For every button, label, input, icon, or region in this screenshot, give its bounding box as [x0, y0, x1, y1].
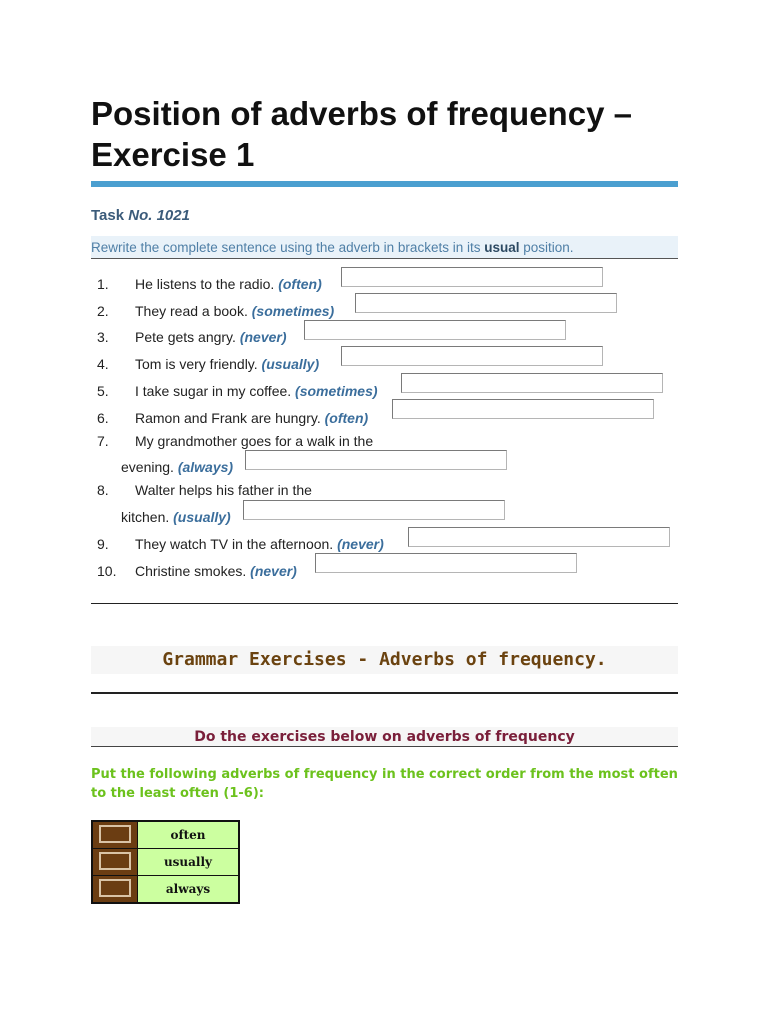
- ordering-instruction: Put the following adverbs of frequency in the correct order from the most often to the least often (1-6):: [91, 767, 678, 801]
- answer-input[interactable]: [355, 293, 617, 313]
- adverb-word: often: [138, 821, 240, 849]
- section-divider: [91, 692, 678, 694]
- adverb-hint: (always): [177, 459, 234, 475]
- ordering-row: [92, 849, 239, 876]
- exercise-sentence: [135, 356, 319, 372]
- task-label: Task: [91, 207, 125, 224]
- adverb-hint: (never): [337, 536, 384, 552]
- sentence-text: Pete gets angry.: [135, 329, 240, 345]
- sentence-text: They read a book.: [135, 303, 252, 319]
- exercise-number: 5.: [97, 383, 109, 399]
- adverb-hint: (usually): [261, 356, 320, 372]
- task-heading: [91, 207, 190, 224]
- exercise-sentence: [135, 276, 322, 292]
- sentence-text: Walter helps his father in the: [135, 482, 312, 498]
- task-number: No. 1021: [128, 207, 190, 224]
- sentence-text: My grandmother goes for a walk in the: [135, 433, 374, 449]
- exercise-sentence: [135, 383, 378, 399]
- answer-input[interactable]: [401, 373, 663, 393]
- task-instruction: [91, 236, 678, 259]
- rank-select-box[interactable]: [99, 825, 131, 843]
- sentence-text: Tom is very friendly.: [135, 356, 262, 372]
- rank-cell: [92, 876, 138, 904]
- ordering-row: [92, 821, 239, 849]
- answer-input[interactable]: [304, 320, 566, 340]
- title-underline-bar: [91, 181, 678, 187]
- grammar-section-subtitle: Do the exercises below on adverbs of frequency: [91, 727, 678, 747]
- answer-input[interactable]: [315, 553, 577, 573]
- sentence-text: evening.: [121, 459, 178, 475]
- section-divider: [91, 603, 678, 604]
- adverb-hint: (usually): [173, 509, 231, 525]
- exercise-sentence: [135, 329, 287, 345]
- instruction-text-start: Rewrite the complete sentence using the adverb in brackets in its: [91, 240, 485, 255]
- exercise-sentence: [135, 482, 312, 498]
- adverb-hint: (often): [278, 276, 322, 292]
- sentence-text: Christine smokes.: [135, 563, 251, 579]
- exercise-number: 6.: [97, 410, 109, 426]
- instruction-emphasis: usual: [484, 240, 520, 255]
- adverb-hint: (often): [324, 410, 369, 426]
- sentence-text: kitchen.: [121, 509, 174, 525]
- exercise-sentence: [135, 433, 373, 449]
- exercise-number: 3.: [97, 329, 109, 345]
- exercise-number: 10.: [97, 563, 117, 579]
- answer-input[interactable]: [408, 527, 670, 547]
- exercise-number: 2.: [97, 303, 109, 319]
- answer-input[interactable]: [392, 399, 654, 419]
- ordering-row: [92, 876, 239, 904]
- exercise-number: 4.: [97, 356, 109, 372]
- instruction-text-end: position.: [519, 240, 574, 255]
- exercise-sentence: [135, 536, 384, 552]
- page-title: Position of adverbs of frequency – Exercise 1: [91, 95, 632, 173]
- exercise-sentence-continued: [121, 509, 231, 525]
- exercise-number: 7.: [97, 433, 109, 449]
- rank-cell: [92, 849, 138, 876]
- exercise-sentence: [135, 563, 297, 579]
- answer-input[interactable]: [245, 450, 507, 470]
- exercise-number: 9.: [97, 536, 109, 552]
- sentence-text: I take sugar in my coffee.: [135, 383, 296, 399]
- rank-select-box[interactable]: [99, 879, 131, 897]
- exercise-sentence: [135, 303, 334, 319]
- exercise-sentence: [135, 410, 368, 426]
- answer-input[interactable]: [341, 267, 603, 287]
- exercise-number: 1.: [97, 276, 109, 292]
- rank-select-box[interactable]: [99, 852, 131, 870]
- adverb-hint: (never): [239, 329, 287, 345]
- adverb-hint: (sometimes): [251, 303, 335, 319]
- sentence-text: He listens to the radio.: [135, 276, 279, 292]
- rank-cell: [92, 821, 138, 849]
- adverb-word: usually: [138, 849, 240, 876]
- answer-input[interactable]: [341, 346, 603, 366]
- exercise-number: 8.: [97, 482, 109, 498]
- grammar-section-title: Grammar Exercises - Adverbs of frequency.: [91, 646, 678, 674]
- adverb-hint: (sometimes): [295, 383, 378, 399]
- adverb-word: always: [138, 876, 240, 904]
- sentence-text: Ramon and Frank are hungry.: [135, 410, 325, 426]
- adverb-hint: (never): [250, 563, 297, 579]
- answer-input[interactable]: [243, 500, 505, 520]
- ordering-table: [91, 820, 240, 904]
- sentence-text: They watch TV in the afternoon.: [135, 536, 338, 552]
- exercise-sentence-continued: [121, 459, 233, 475]
